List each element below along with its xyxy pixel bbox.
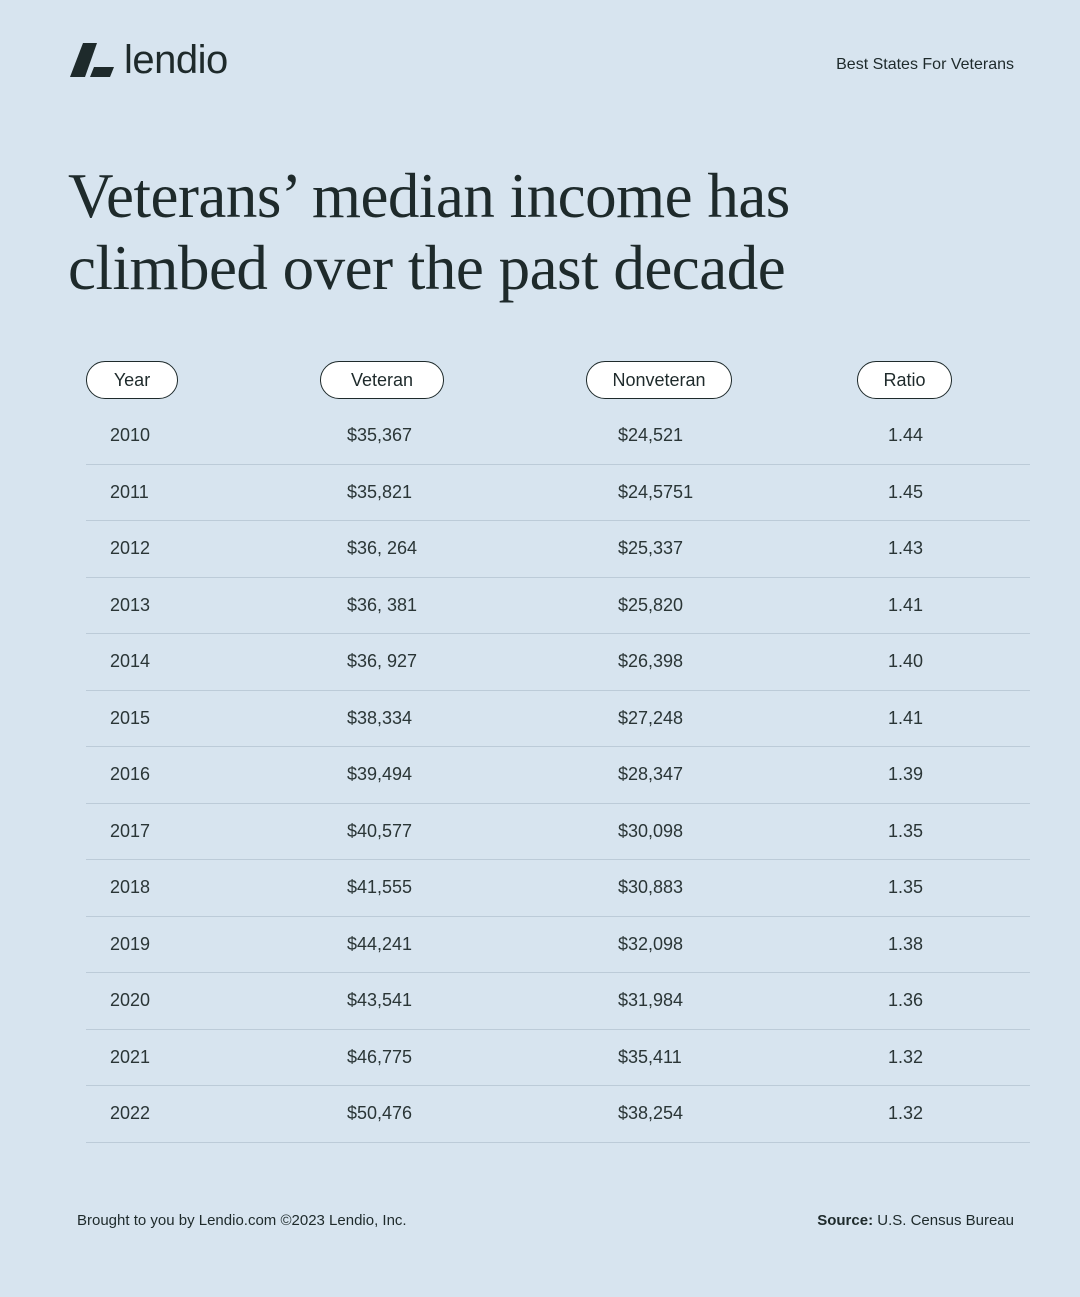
- cell-year: 2022: [110, 1103, 151, 1123]
- table-row: [86, 691, 1030, 748]
- cell-veteran: $36, 927: [347, 651, 418, 671]
- cell-year: 2020: [110, 990, 151, 1010]
- table-row: [86, 973, 1030, 1030]
- cell-ratio: 1.38: [888, 933, 924, 954]
- cell-nonveteran: $24,521: [618, 425, 684, 445]
- cell-ratio: 1.41: [888, 707, 924, 728]
- table-row: [86, 1086, 1030, 1143]
- table-row: [86, 804, 1030, 861]
- cell-veteran: $36, 264: [347, 538, 418, 558]
- cell-ratio: 1.32: [888, 1046, 924, 1067]
- cell-nonveteran: $30,098: [618, 820, 684, 841]
- cell-ratio: 1.35: [888, 877, 924, 897]
- table-row: [86, 747, 1030, 804]
- column-header-ratio: Ratio: [857, 361, 952, 399]
- page-tag: Best States For Veterans: [836, 56, 1014, 73]
- cell-veteran: $35,367: [347, 425, 413, 445]
- cell-nonveteran: $24,5751: [618, 481, 694, 502]
- footer-credit: Brought to you by Lendio.com ©2023 Lendio, Inc.: [77, 1212, 407, 1229]
- cell-veteran: $41,555: [347, 877, 413, 897]
- cell-ratio: 1.41: [888, 594, 924, 615]
- cell-ratio: 1.32: [888, 1103, 924, 1123]
- cell-nonveteran: $26,398: [618, 651, 684, 671]
- cell-veteran: $38,334: [347, 707, 413, 728]
- page-title: Veterans’ median income has climbed over the past decade: [68, 161, 790, 303]
- cell-year: 2011: [110, 481, 149, 502]
- cell-veteran: $40,577: [347, 820, 413, 841]
- cell-veteran: $39,494: [347, 764, 413, 784]
- cell-year: 2018: [110, 877, 151, 897]
- cell-year: 2014: [110, 651, 151, 671]
- column-header-veteran: Veteran: [320, 361, 444, 399]
- cell-nonveteran: $35,411: [618, 1046, 682, 1067]
- cell-veteran: $43,541: [347, 990, 413, 1010]
- table-row: [86, 408, 1030, 465]
- cell-year: 2016: [110, 764, 151, 784]
- footer-source: [817, 1212, 1014, 1229]
- cell-ratio: 1.44: [888, 425, 924, 445]
- cell-year: 2012: [110, 538, 151, 558]
- cell-veteran: $35,821: [347, 481, 413, 502]
- table-row: [86, 578, 1030, 635]
- cell-ratio: 1.45: [888, 481, 924, 502]
- income-table: [86, 361, 1030, 1123]
- cell-nonveteran: $38,254: [618, 1103, 684, 1123]
- cell-ratio: 1.43: [888, 538, 924, 558]
- cell-ratio: 1.36: [888, 990, 924, 1010]
- cell-veteran: $46,775: [347, 1046, 413, 1067]
- cell-year: 2015: [110, 707, 151, 728]
- source-value: U.S. Census Bureau: [877, 1212, 1014, 1229]
- table-row: [86, 521, 1030, 578]
- cell-year: 2013: [110, 594, 151, 615]
- cell-nonveteran: $28,347: [618, 764, 684, 784]
- cell-year: 2010: [110, 425, 151, 445]
- cell-year: 2017: [110, 820, 151, 841]
- cell-nonveteran: $25,820: [618, 594, 684, 615]
- cell-ratio: 1.40: [888, 651, 924, 671]
- table-row: [86, 634, 1030, 691]
- source-label: Source:: [817, 1212, 874, 1229]
- column-header-nonveteran: Nonveteran: [586, 361, 732, 399]
- table-row: [86, 465, 1030, 522]
- cell-year: 2021: [110, 1046, 151, 1067]
- cell-ratio: 1.35: [888, 820, 924, 841]
- cell-veteran: $36, 381: [347, 594, 418, 615]
- lendio-logo-icon: [70, 41, 116, 79]
- cell-nonveteran: $25,337: [618, 538, 684, 558]
- cell-year: 2019: [110, 933, 151, 954]
- cell-veteran: $44,241: [347, 933, 413, 954]
- table-header: [86, 361, 1030, 402]
- cell-nonveteran: $27,248: [618, 707, 684, 728]
- cell-nonveteran: $32,098: [618, 933, 684, 954]
- cell-nonveteran: $31,984: [618, 990, 684, 1010]
- cell-veteran: $50,476: [347, 1103, 413, 1123]
- cell-nonveteran: $30,883: [618, 877, 684, 897]
- table-row: [86, 1030, 1030, 1087]
- table-row: [86, 917, 1030, 974]
- table-row: [86, 860, 1030, 917]
- brand-name: lendio: [124, 38, 228, 82]
- brand-logo: [70, 40, 228, 80]
- cell-ratio: 1.39: [888, 764, 924, 784]
- table-body: [86, 408, 1030, 1143]
- column-header-year: Year: [86, 361, 178, 399]
